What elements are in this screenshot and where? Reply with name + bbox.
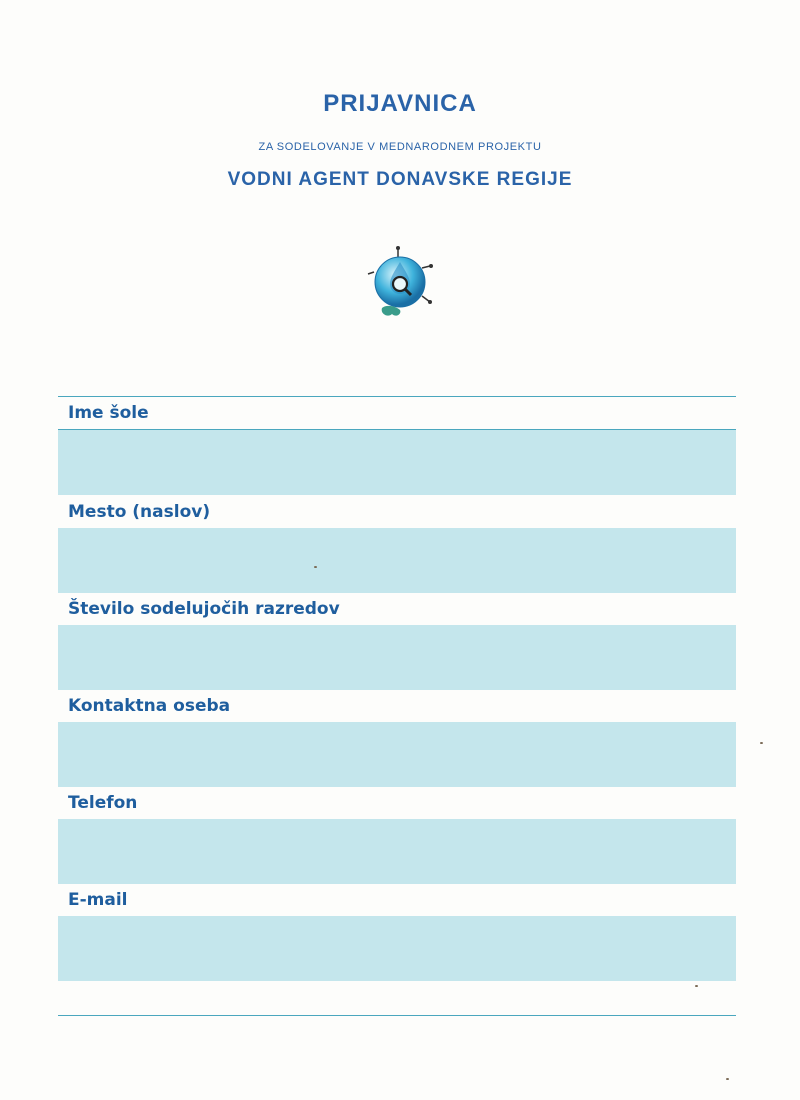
paper-speck	[726, 1078, 729, 1080]
field-label-class-count: Število sodelujočih razredov	[68, 599, 340, 619]
field-label-phone: Telefon	[68, 793, 138, 813]
paper-speck	[760, 742, 763, 744]
paper-speck	[314, 566, 317, 568]
email-field[interactable]	[58, 916, 736, 981]
bottom-divider	[58, 1015, 736, 1016]
school-name-field[interactable]	[58, 430, 736, 495]
contact-person-field[interactable]	[58, 722, 736, 787]
field-label-school-name: Ime šole	[68, 403, 149, 423]
project-name: VODNI AGENT DONAVSKE REGIJE	[227, 169, 573, 190]
form-title: PRIJAVNICA	[323, 90, 477, 117]
field-label-email: E-mail	[68, 890, 128, 910]
phone-field[interactable]	[58, 819, 736, 884]
top-divider	[58, 396, 736, 397]
paper-speck	[695, 985, 698, 987]
class-count-field[interactable]	[58, 625, 736, 690]
field-label-contact-person: Kontaktna oseba	[68, 696, 231, 716]
place-address-field[interactable]	[58, 528, 736, 593]
field-label-place-address: Mesto (naslov)	[68, 502, 211, 522]
water-drop-agent-icon	[358, 244, 442, 324]
form-subtitle: ZA SODELOVANJE V MEDNARODNEM PROJEKTU	[258, 141, 542, 153]
